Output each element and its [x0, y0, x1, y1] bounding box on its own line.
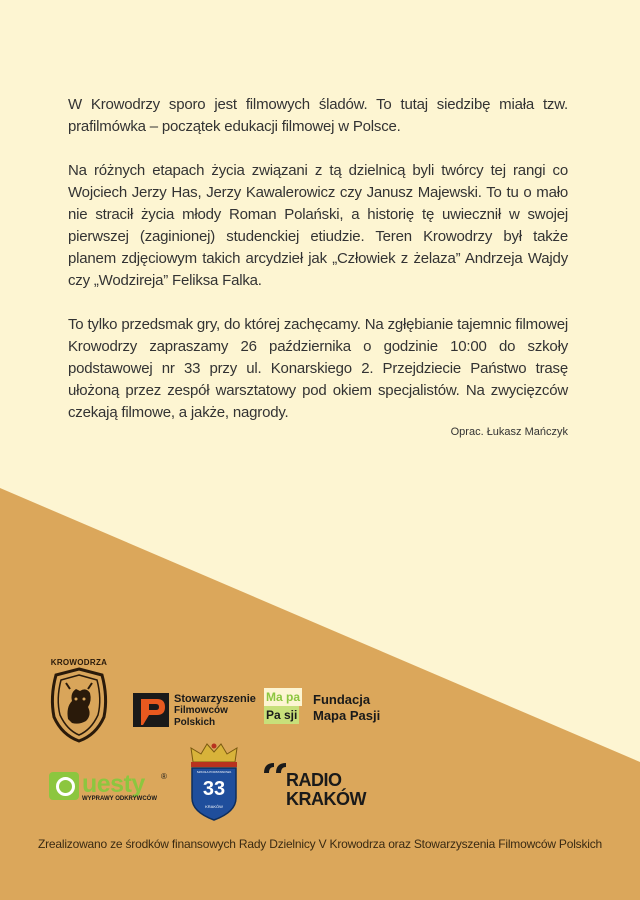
paragraph-2: Na różnych etapach życia związani z tą dzielnicą byli twórcy tej rangi co Wojciech Jerzy Has, Jerzy Kawalerowicz czy Janusz Majewski. To tu o mało nie stracił życia młody Roman Polański, a historię tę uwiecznił w swojej pierwszej (zaginionej) studenckiej etiudzie. Teren Krowodrzy był także planem zdjęciowym takich arcydzieł jak „Człowiek z żelaza” Andrzeja Wajdy czy „Wodzireja” Feliksa Falka.: [68, 162, 568, 289]
paragraph-3: To tylko przedsmak gry, do której zachęcamy. Na zgłębianie tajemnic filmowej Krowodrzy zapraszamy 26 października o godzinie 10:00 do szkoły podstawowej nr 33 przy ul. Konarskiego 2. Przejdziecie Państwo trasę ułożoną przez zespół warsztatowy pod okiem specjalistów. Na zwycięzców czekają filmowe, a jakże, nagrody.: [68, 316, 568, 421]
radio-quote-icon: [262, 761, 288, 775]
radio-krakow-logo: [262, 761, 374, 809]
school-top-label: SZKOŁA PODSTAWOWA: [196, 770, 232, 774]
article-text: [68, 94, 568, 446]
questy-logo: [49, 772, 171, 806]
mapa-pasji-logo: [264, 688, 394, 728]
sfp-line3: Polskich: [174, 717, 216, 728]
funding-footer: Zrealizowano ze środków finansowych Rady Dzielnicy V Krowodrza oraz Stowarzyszenia Filmowców Polskich: [37, 837, 603, 851]
sfp-mark-icon: [133, 691, 171, 729]
school-number: 33: [202, 778, 226, 800]
mapa-pasji-mark: Ma pa Pa sji: [266, 690, 301, 722]
sfp-line1: Stowarzyszenie: [174, 693, 256, 705]
paragraph-1: W Krowodrzy sporo jest filmowych śladów. To tutaj siedzibę miała tzw. prafilmówka – początek edukacji filmowej w Polsce.: [68, 96, 568, 135]
mapa-pasji-line1: Fundacja: [313, 692, 371, 707]
sfp-line2: Filmowców: [174, 705, 228, 716]
crest-shield-icon: [46, 667, 112, 743]
school-bottom-label: KRAKÓW: [205, 804, 223, 809]
radio-line1: RADIO: [286, 770, 342, 790]
questy-name: uesty: [82, 770, 145, 798]
questy-q-icon: [49, 772, 79, 800]
school-33-logo: [185, 740, 243, 822]
radio-line2: KRAKÓW: [286, 789, 366, 809]
questy-reg: ®: [161, 772, 167, 781]
krowodrza-crest-logo: [46, 658, 112, 744]
questy-tagline: WYPRAWY ODKRYWCÓW: [82, 796, 157, 802]
mapa-pasji-line2: Mapa Pasji: [313, 708, 381, 723]
sfp-logo: [133, 691, 263, 731]
author-credit: Oprac. Łukasz Mańczyk: [450, 426, 568, 438]
krowodrza-label: KROWODRZA: [50, 658, 108, 667]
